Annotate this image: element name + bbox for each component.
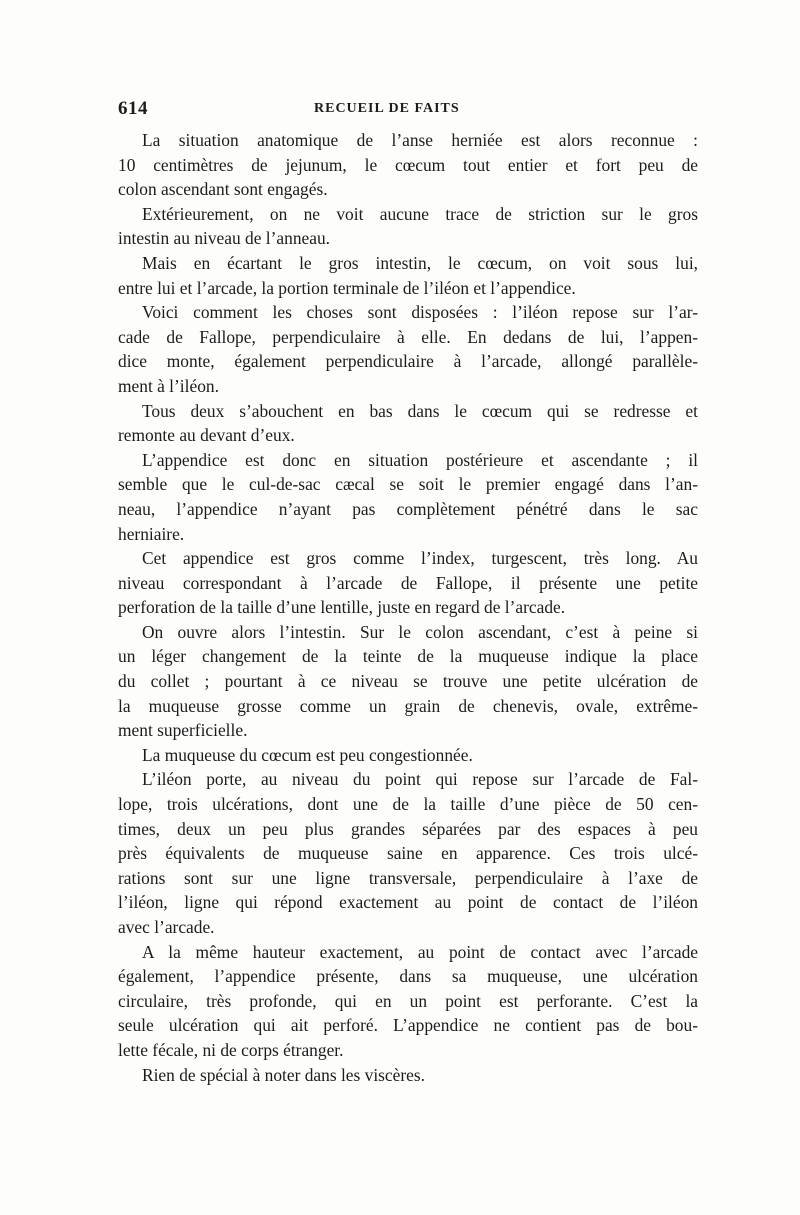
text-line: neau, l’appendice n’ayant pas complètement pénétré dans le sac (118, 498, 698, 519)
text-line: A la même hauteur exactement, au point de contact avec l’arcade (142, 941, 698, 962)
text-line: times, deux un peu plus grandes séparées par des espaces à peu (118, 818, 698, 839)
text-line: niveau correspondant à l’arcade de Fallope, il présente une petite (118, 572, 698, 593)
text-line: perforation de la taille d’une lentille, juste en regard de l’arcade. (118, 597, 566, 618)
text-line: cade de Fallope, perpendiculaire à elle. En dedans de lui, l’appen- (118, 326, 698, 347)
text-line: L’appendice est donc en situation postérieure et ascendante ; il (142, 449, 698, 470)
text-line: entre lui et l’arcade, la portion terminale de l’iléon et l’appendice. (118, 277, 576, 298)
text-line: rations sont sur une ligne transversale, perpendiculaire à l’axe de (118, 867, 698, 888)
text-line: avec l’arcade. (118, 917, 215, 937)
text-line: La situation anatomique de l’anse herniée est alors reconnue : (142, 130, 698, 150)
text-line: ment superficielle. (118, 720, 248, 741)
text-line: colon ascendant sont engagés. (118, 179, 328, 200)
text-line: seule ulcération qui ait perforé. L’appendice ne contient pas de bou- (118, 1015, 698, 1036)
body-text (118, 128, 698, 1087)
text-line: lope, trois ulcérations, dont une de la taille d’une pièce de 50 cen- (118, 794, 698, 815)
text-line: herniaire. (118, 523, 185, 544)
text-line: Extérieurement, on ne voit aucune trace de striction sur le gros (142, 203, 698, 224)
text-line: intestin au niveau de l’anneau. (118, 228, 330, 249)
text-line: dice monte, également perpendiculaire à l’arcade, allongé parallèle- (118, 351, 698, 372)
text-line: ment à l’iléon. (118, 375, 219, 396)
text-line: Mais en écartant le gros intestin, le cœcum, on voit sous lui, (142, 252, 698, 273)
text-line: Tous deux s’abouchent en bas dans le cœcum qui se redresse et (142, 400, 698, 421)
text-line: circulaire, très profonde, qui en un point est perforante. C’est la (118, 990, 698, 1011)
text-line: l’iléon, ligne qui répond exactement au point de contact de l’iléon (118, 892, 698, 913)
text-line: L’iléon porte, au niveau du point qui repose sur l’arcade de Fal- (142, 769, 698, 790)
text-line: semble que le cul-de-sac cæcal se soit le premier engagé dans l’an- (118, 474, 698, 495)
text-line: du collet ; pourtant à ce niveau se trouve une petite ulcération de (118, 671, 698, 692)
text-line: Rien de spécial à noter dans les viscères. (142, 1064, 425, 1085)
text-line: On ouvre alors l’intestin. Sur le colon ascendant, c’est à peine si (142, 621, 698, 642)
text-line: lette fécale, ni de corps étranger. (118, 1039, 344, 1060)
text-line: Cet appendice est gros comme l’index, turgescent, très long. Au (142, 548, 698, 569)
text-line: également, l’appendice présente, dans sa muqueuse, une ulcération (118, 966, 698, 987)
page-number: 614 (118, 98, 148, 119)
text-line: la muqueuse grosse comme un grain de chenevis, ovale, extrême- (118, 695, 698, 716)
text-line: Voici comment les choses sont disposées : l’iléon repose sur l’ar- (142, 302, 698, 323)
text-line: un léger changement de la teinte de la muqueuse indique la place (118, 646, 698, 667)
text-line: près équivalents de muqueuse saine en apparence. Ces trois ulcé- (118, 843, 698, 864)
text-line: 10 centimètres de jejunum, le cœcum tout entier et fort peu de (118, 154, 698, 175)
running-head: RECUEIL DE FAITS (314, 101, 460, 116)
text-line: remonte au devant d’eux. (118, 425, 295, 446)
text-line: La muqueuse du cœcum est peu congestionnée. (142, 744, 473, 765)
page-header (118, 98, 698, 126)
